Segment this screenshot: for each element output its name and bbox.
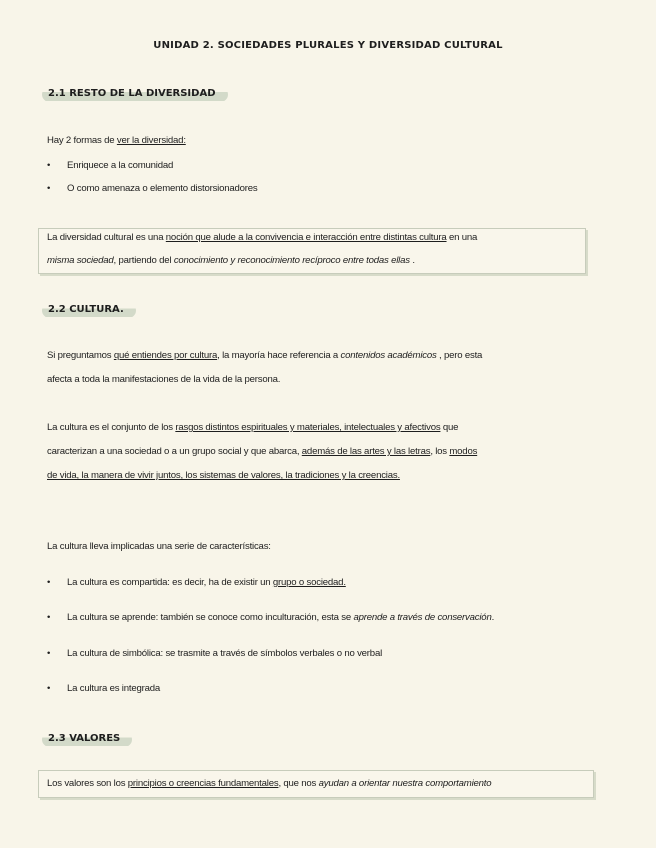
document-title: UNIDAD 2. SOCIEDADES PLURALES Y DIVERSIDAD CULTURAL: [153, 40, 503, 51]
section-heading-valores: 2.3 VALORES: [42, 732, 132, 747]
values-definition: [47, 778, 491, 789]
definition-text: , partiendo del: [113, 255, 174, 266]
bullet-marker: •: [47, 683, 51, 694]
definition-underlined: principios o creencias fundamentales: [127, 778, 279, 789]
definition-text: La diversidad cultural es una: [47, 232, 166, 243]
paragraph-underlined: modos: [449, 446, 478, 457]
list-item-text: [67, 577, 346, 588]
bullet-marker: •: [47, 577, 51, 588]
paragraph-underlined: qué entiendes por cultura: [113, 350, 218, 361]
paragraph-underlined: rasgos distintos espirituales y materiales, intelectuales y afectivos: [175, 422, 441, 433]
paragraph-text: caracterizan a una sociedad o a un grupo social y que abarca,: [47, 446, 302, 457]
bullet-marker: •: [47, 160, 51, 171]
diversity-intro: [47, 135, 186, 146]
paragraph-italic: contenidos académicos: [340, 350, 437, 361]
section-heading-cultura: 2.2 CULTURA.: [42, 303, 136, 318]
list-item-text: [67, 612, 494, 623]
definition-italic: conocimiento y reconocimiento recíproco entre todas ellas: [173, 255, 410, 266]
culture-paragraph-1-line-1: [47, 350, 482, 361]
list-item-text: Enriquece a la comunidad: [67, 160, 174, 171]
definition-text: .: [409, 255, 415, 266]
definition-line-2: [47, 255, 415, 266]
bullet-marker: •: [47, 648, 51, 659]
culture-paragraph-2-line-3: [47, 470, 400, 481]
section-heading-diversidad: 2.1 RESTO DE LA DIVERSIDAD: [42, 87, 228, 102]
definition-text: en una: [446, 232, 478, 243]
list-item-text-part: La cultura se aprende: también se conoce como inculturación, esta se: [67, 612, 354, 623]
paragraph-text: Si preguntamos: [47, 350, 114, 361]
paragraph-text: , la mayoría hace referencia a: [217, 350, 341, 361]
list-item-text-part: La cultura es compartida: es decir, ha de existir un: [67, 577, 273, 588]
list-item-italic: aprende a través de conservación: [353, 612, 492, 623]
definition-text: , que nos: [278, 778, 319, 789]
paragraph-text: La cultura es el conjunto de los: [47, 422, 176, 433]
list-item-text-part: .: [491, 612, 495, 623]
list-item-underlined: grupo o sociedad.: [272, 577, 346, 588]
culture-paragraph-1-line-2: afecta a toda la manifestaciones de la vida de la persona.: [47, 374, 281, 385]
diversity-intro-text: Hay 2 formas de: [47, 135, 117, 146]
paragraph-underlined: además de las artes y las letras: [301, 446, 431, 457]
definition-line-1: [47, 232, 477, 243]
list-item-text: La cultura es integrada: [67, 683, 161, 694]
culture-paragraph-2-line-2: [47, 446, 477, 457]
list-item-text: O como amenaza o elemento distorsionadores: [67, 183, 258, 194]
culture-characteristics-intro: La cultura lleva implicadas una serie de características:: [47, 541, 271, 552]
definition-italic: misma sociedad: [47, 255, 114, 266]
bullet-marker: •: [47, 612, 51, 623]
paragraph-text: , pero esta: [436, 350, 483, 361]
definition-underlined: noción que alude a la convivencia e interacción entre distintas cultura: [165, 232, 447, 243]
diversity-intro-underlined: ver la diversidad:: [116, 135, 186, 146]
culture-paragraph-2-line-1: [47, 422, 458, 433]
paragraph-underlined: de vida, la manera de vivir juntos, los sistemas de valores, la tradiciones y la creencias.: [47, 470, 400, 481]
list-item-text: La cultura de simbólica: se trasmite a través de símbolos verbales o no verbal: [67, 648, 383, 659]
paragraph-text: que: [440, 422, 459, 433]
paragraph-text: , los: [430, 446, 450, 457]
bullet-marker: •: [47, 183, 51, 194]
definition-text: Los valores son los: [47, 778, 128, 789]
definition-italic: ayudan a orientar nuestra comportamiento: [318, 778, 492, 789]
